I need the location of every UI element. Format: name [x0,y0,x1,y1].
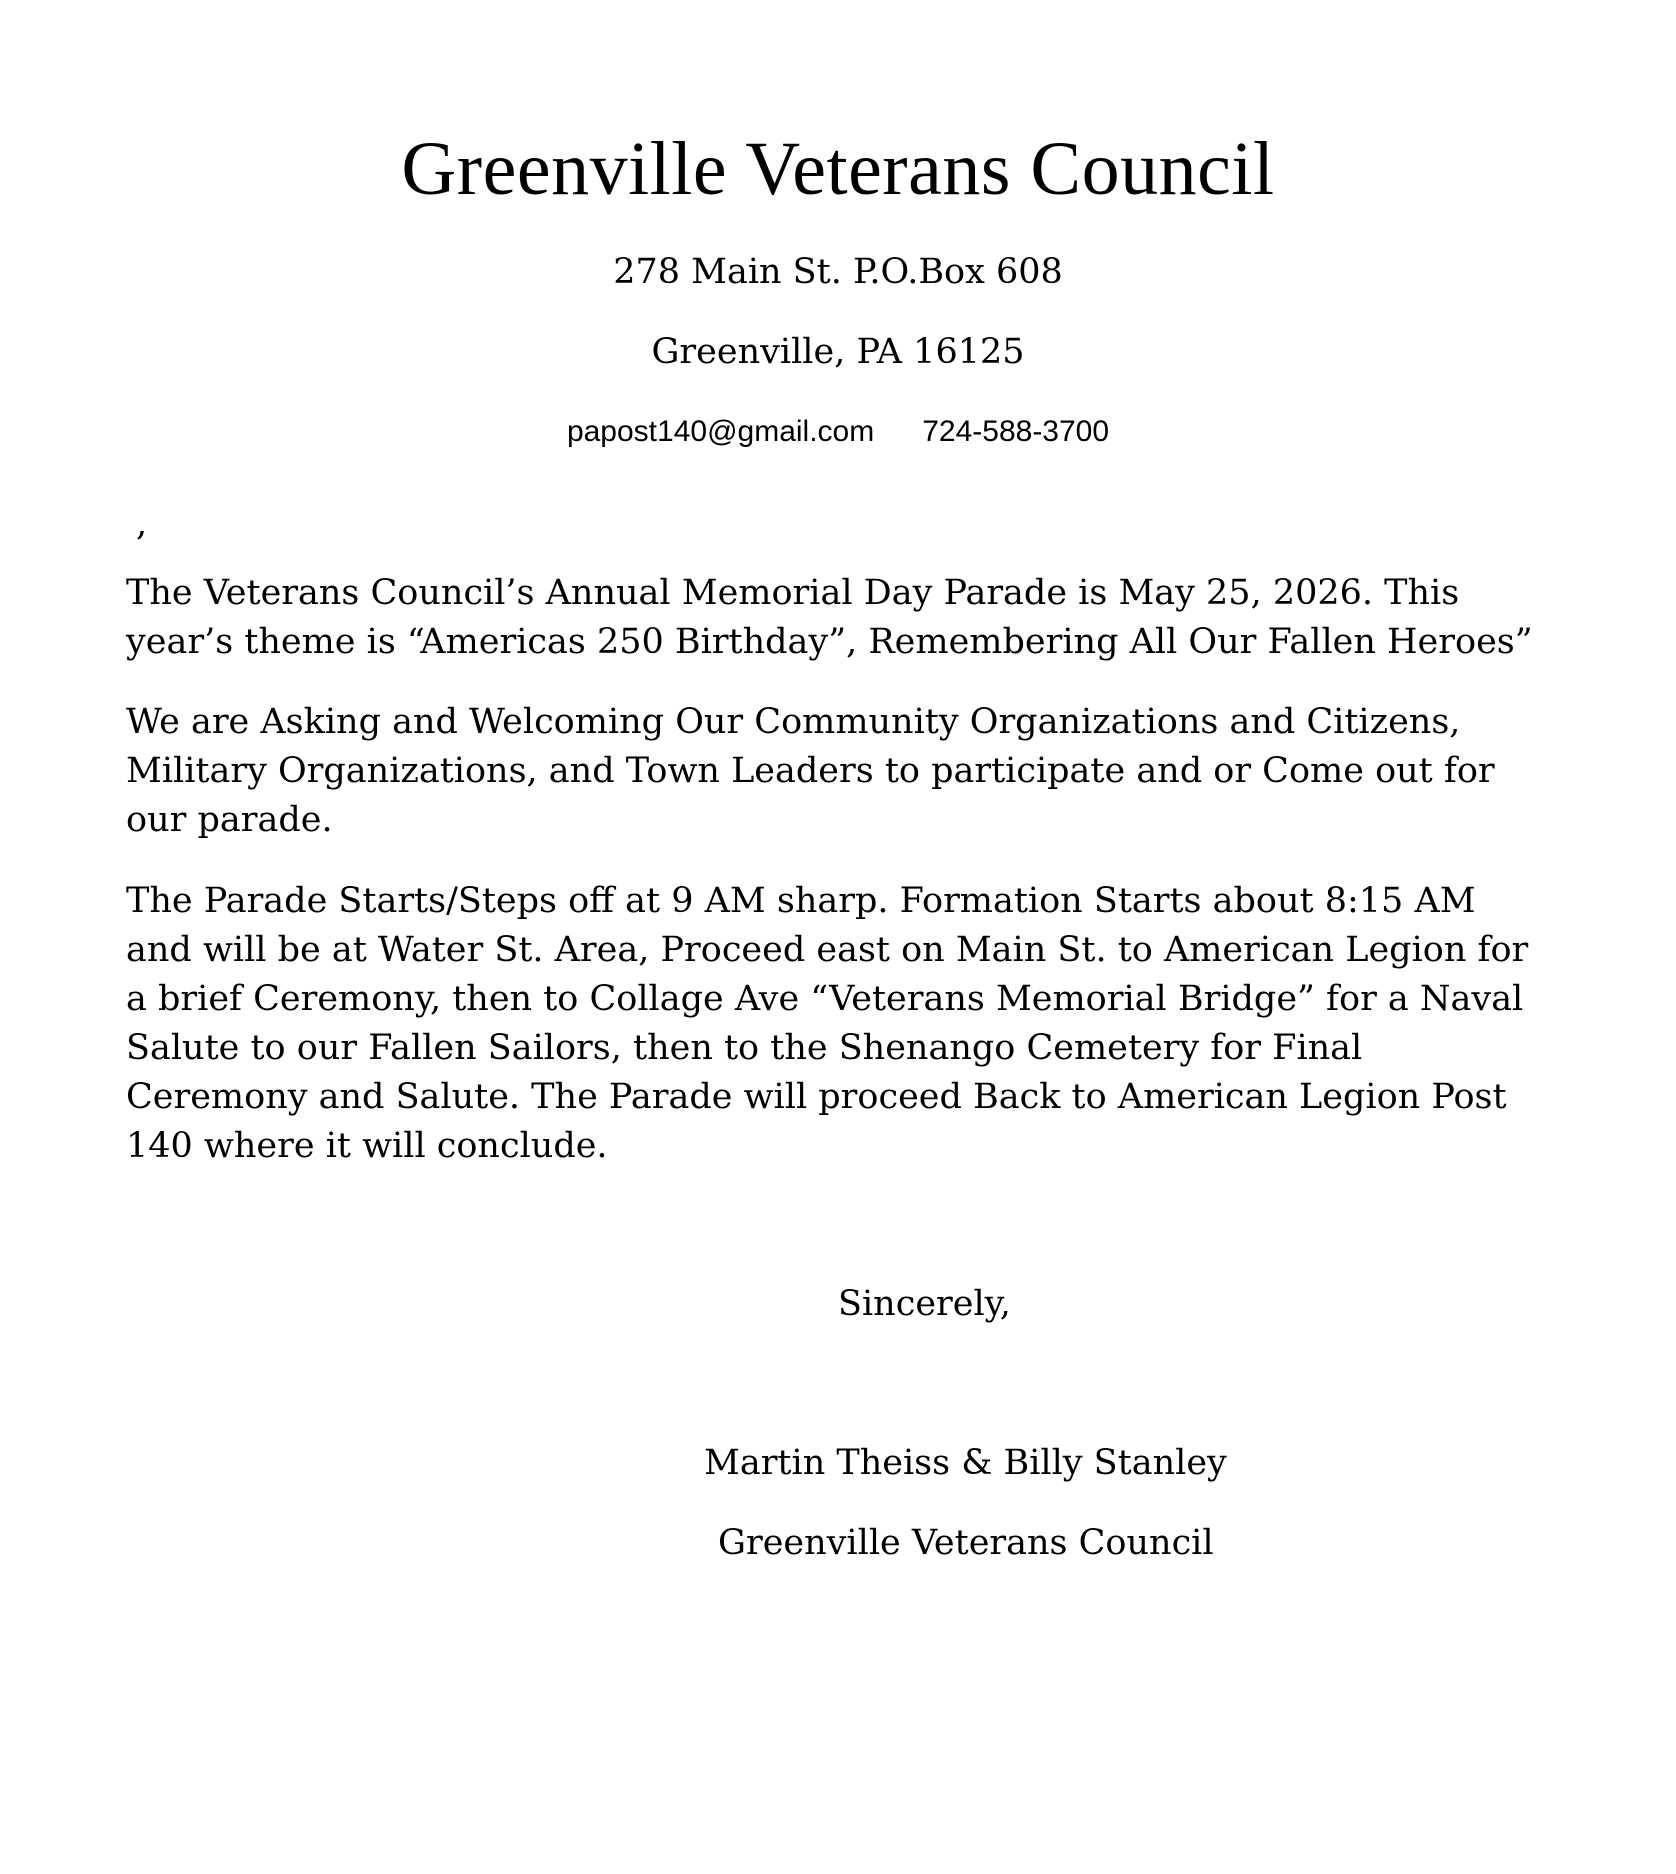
paragraph-line: We are Asking and Welcoming Our Community Organizations and Citizens, [126,702,1461,742]
paragraph-line: a brief Ceremony, then to Collage Ave “Veterans Memorial Bridge” for a Naval [126,979,1524,1019]
signer-organization: Greenville Veterans Council [718,1523,1214,1563]
paragraph-line: Military Organizations, and Town Leaders to participate and or Come out for [126,751,1495,791]
paragraph-line: The Veterans Council’s Annual Memorial Day Parade is May 25, 2026. This [126,573,1460,613]
paragraph-parade-route [126,877,1546,1171]
contact-line [0,412,1676,452]
paragraph-invitation [126,698,1546,845]
contact-email: papost140@gmail.com [566,415,875,448]
paragraph-line: our parade. [126,800,333,840]
stray-comma: , [136,504,148,544]
paragraph-line: and will be at Water St. Area, Proceed east on Main St. to American Legion for [126,930,1529,970]
address-city: Greenville, PA 16125 [651,332,1025,372]
paragraph-line: The Parade Starts/Steps off at 9 AM sharp. Formation Starts about 8:15 AM [126,881,1476,921]
contact-phone: 724-588-3700 [922,415,1110,448]
closing-salutation: Sincerely, [838,1284,1011,1324]
paragraph-line: 140 where it will conclude. [126,1126,608,1166]
paragraph-parade-announcement [126,569,1546,667]
paragraph-line: Ceremony and Salute. The Parade will proceed Back to American Legion Post [126,1077,1507,1117]
paragraph-line: year’s theme is “Americas 250 Birthday”, Remembering All Our Fallen Heroes” [126,622,1533,662]
signer-names: Martin Theiss & Billy Stanley [704,1443,1227,1483]
paragraph-line: Salute to our Fallen Sailors, then to the Shenango Cemetery for Final [126,1028,1363,1068]
letterhead-title: Greenville Veterans Council [401,127,1275,211]
address-street: 278 Main St. P.O.Box 608 [613,252,1063,292]
